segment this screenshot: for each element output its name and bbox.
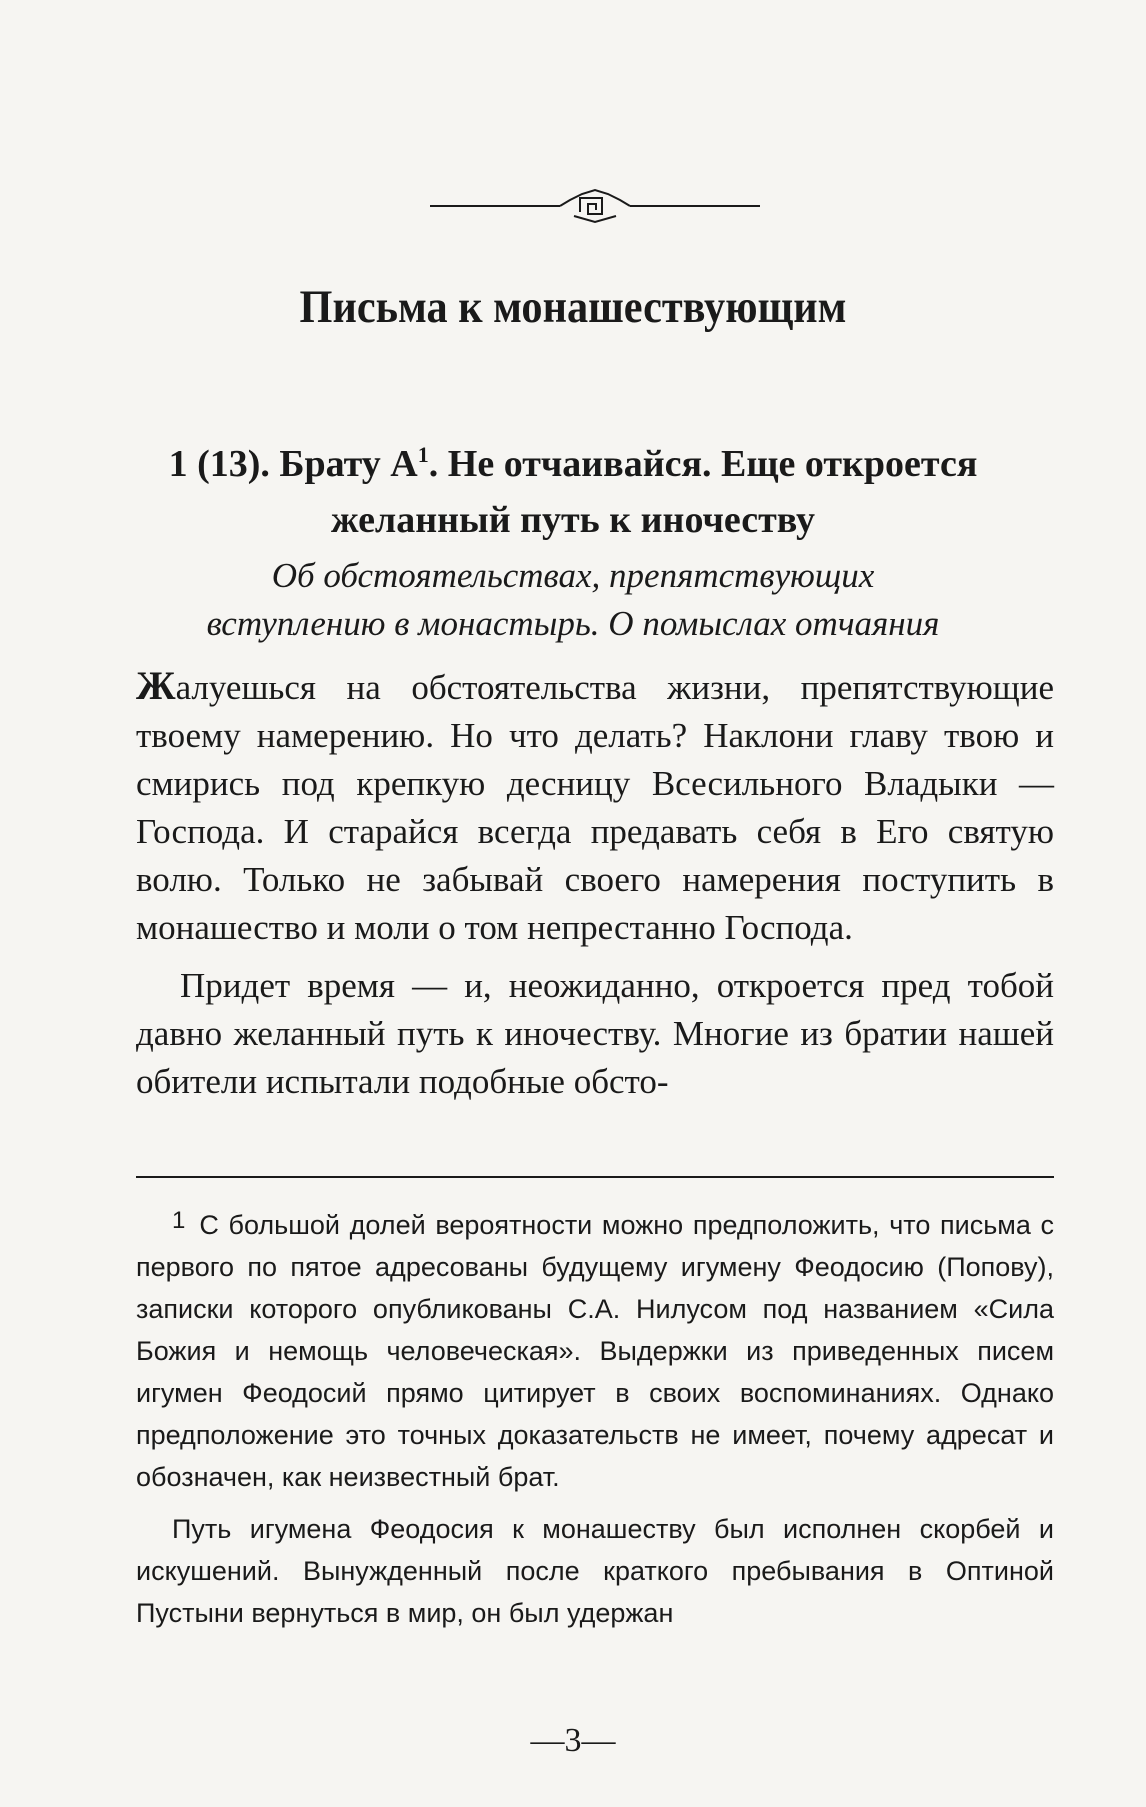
page-number: —3—: [530, 1722, 616, 1759]
letter-title-line2: желанный путь к иночеству: [331, 499, 815, 541]
paragraph-1-text: алуешься на обстоятельства жизни, препятствующие твоему намерению. Но что делать? Наклони главу твою и смирись под крепкую десницу Всесильного Владыки — Господа. И старайся всегда предавать себя в Его святую волю. Только не забывай своего намерения поступить в монашество и моли о том непрестанно Господа.: [136, 668, 1054, 947]
footnote-marker: 1: [172, 1207, 186, 1234]
footnotes: [136, 1200, 1054, 1634]
letter-number: 1 (13). Брату А: [168, 443, 418, 485]
footnote-1-text: С большой долей вероятности можно предположить, что письма с первого по пятое адресованы будущему игумену Феодосию (Попову), записки которого опубликованы С.А. Нилусом под названием «Сила Божия и немощь человеческая». Выдержки из приведенных писем игумен Феодосий прямо цитирует в своих воспоминаниях. Однако предположение это точных доказательств не имеет, почему адресат и обозначен, как неизвестный брат.: [136, 1210, 1054, 1492]
ornament-divider-icon: [430, 186, 760, 226]
paragraph-2: Придет время — и, неожиданно, откроется пред тобой давно желанный путь к иночеству. Многие из братии нашей обители испытали подобные обсто-: [136, 966, 1054, 1101]
footnote-separator: [136, 1176, 1054, 1178]
subtitle-line1: Об обстоятельствах, препятствующих: [271, 556, 875, 595]
letter-title: [80, 436, 1066, 548]
footnote-1-continuation: Путь игумена Феодосия к монашеству был исполнен скорбей и искушений. Вынужденный после краткого пребывания в Оптиной Пустыни вернуться в мир, он был удержан: [136, 1514, 1054, 1628]
footnote-1: [136, 1200, 1054, 1498]
subtitle-line2: вступлению в монастырь. О помыслах отчаяния: [206, 604, 940, 643]
drop-cap: Ж: [136, 663, 176, 708]
letter-subtitle: [80, 552, 1066, 648]
page-heading: Письма к монашествующим: [299, 281, 847, 333]
paragraph-1: [136, 662, 1054, 952]
letter-body: [136, 662, 1054, 1106]
letter-title-line1: . Не отчаивайся. Еще откроется: [428, 443, 978, 485]
footnote-reference: 1: [417, 442, 429, 467]
